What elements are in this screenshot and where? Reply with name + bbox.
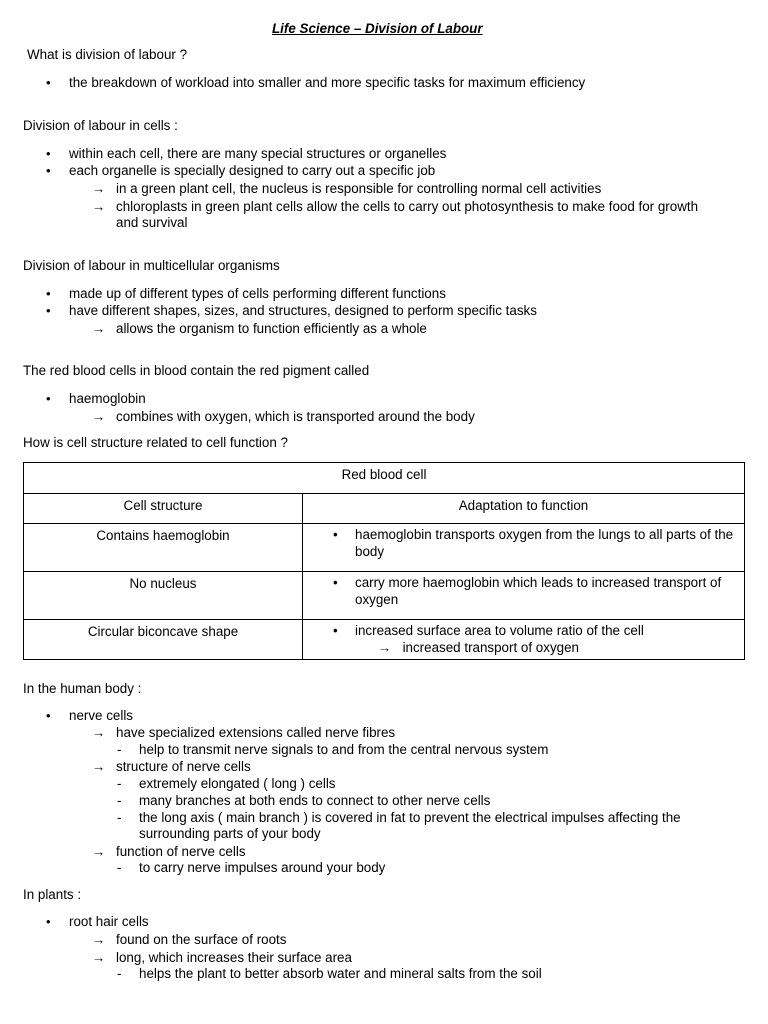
- adaptation-text: increased surface area to volume ratio of the cell: [355, 623, 644, 638]
- list-item: haemoglobin: [69, 391, 146, 406]
- table-row: [24, 572, 745, 620]
- list-item: nerve cells: [69, 708, 134, 723]
- sub-list-item: function of nerve cells: [116, 844, 246, 859]
- question-heading: What is division of labour ?: [27, 47, 188, 62]
- adaptation-arrow-line: [303, 640, 744, 659]
- dash-icon: -: [117, 810, 122, 825]
- sub-list-item: long, which increases their surface area: [116, 950, 352, 965]
- dash-icon: -: [117, 742, 122, 757]
- detail-item: many branches at both ends to connect to other nerve cells: [139, 793, 491, 808]
- bullet-icon: •: [333, 575, 338, 590]
- section-heading: In plants :: [23, 887, 82, 902]
- dash-icon: -: [117, 776, 122, 791]
- structure-cell: Contains haemoglobin: [24, 524, 303, 572]
- sub-list-item: structure of nerve cells: [116, 759, 251, 774]
- bullet-icon: •: [46, 708, 51, 723]
- adaptation-cell: [303, 524, 745, 572]
- section-heading: Division of labour in cells :: [23, 118, 178, 133]
- arrow-icon: →: [92, 759, 106, 774]
- sub-list-item: in a green plant cell, the nucleus is responsible for controlling normal cell activities: [116, 181, 602, 196]
- list-item: within each cell, there are many special structures or organelles: [69, 146, 447, 161]
- arrow-icon: →: [92, 181, 106, 196]
- list-item: made up of different types of cells performing different functions: [69, 286, 446, 301]
- bullet-icon: •: [46, 303, 51, 318]
- column-header-adaptation: Adaptation to function: [303, 494, 745, 524]
- list-item: the breakdown of workload into smaller and more specific tasks for maximum efficiency: [69, 75, 586, 90]
- detail-item: to carry nerve impulses around your body: [139, 860, 386, 875]
- bullet-icon: •: [46, 163, 51, 178]
- detail-item: helps the plant to better absorb water and mineral salts from the soil: [139, 966, 542, 981]
- arrow-icon: →: [92, 932, 106, 947]
- sub-list-item: combines with oxygen, which is transported around the body: [116, 409, 475, 424]
- bullet-icon: •: [46, 75, 51, 90]
- list-item: root hair cells: [69, 914, 149, 929]
- structure-cell: Circular biconcave shape: [24, 620, 303, 660]
- sub-list-item: found on the surface of roots: [116, 932, 287, 947]
- section-heading: Division of labour in multicellular organisms: [23, 258, 280, 273]
- bullet-icon: •: [46, 391, 51, 406]
- section-heading: The red blood cells in blood contain the red pigment called: [23, 363, 370, 378]
- arrow-icon: →: [92, 409, 106, 424]
- sub-list-item-continuation: and survival: [116, 215, 188, 230]
- page-title: Life Science – Division of Labour: [272, 21, 483, 36]
- adaptation-cell: [303, 620, 745, 660]
- bullet-icon: •: [333, 527, 338, 542]
- sub-list-item: have specialized extensions called nerve fibres: [116, 725, 396, 740]
- table-row: [24, 524, 745, 572]
- bullet-icon: •: [333, 623, 338, 638]
- adaptation-cell: [303, 572, 745, 620]
- arrow-icon: →: [92, 725, 106, 740]
- sub-list-item: chloroplasts in green plant cells allow the cells to carry out photosynthesis to make food for growth: [116, 199, 699, 214]
- list-item: have different shapes, sizes, and structures, designed to perform specific tasks: [69, 303, 537, 318]
- adaptation-arrow-text: increased transport of oxygen: [402, 639, 579, 655]
- bullet-icon: •: [46, 286, 51, 301]
- table-caption: Red blood cell: [24, 463, 745, 494]
- arrow-icon: →: [92, 321, 106, 336]
- column-header-structure: Cell structure: [24, 494, 303, 524]
- sub-list-item: allows the organism to function efficiently as a whole: [116, 321, 427, 336]
- bullet-icon: •: [46, 146, 51, 161]
- detail-item: help to transmit nerve signals to and from the central nervous system: [139, 742, 549, 757]
- arrow-icon: →: [378, 639, 392, 655]
- section-heading: How is cell structure related to cell function ?: [23, 435, 288, 450]
- detail-item-continuation: surrounding parts of your body: [139, 826, 321, 841]
- cell-structure-table: [23, 462, 745, 660]
- adaptation-text: carry more haemoglobin which leads to increased transport of oxygen: [355, 575, 722, 607]
- arrow-icon: →: [92, 844, 106, 859]
- table-row: [24, 620, 745, 660]
- section-heading: In the human body :: [23, 681, 142, 696]
- dash-icon: -: [117, 966, 122, 981]
- detail-item: the long axis ( main branch ) is covered in fat to prevent the electrical impulses affecting the: [139, 810, 681, 825]
- arrow-icon: →: [92, 199, 106, 214]
- arrow-icon: →: [92, 950, 106, 965]
- adaptation-text: haemoglobin transports oxygen from the lungs to all parts of the body: [355, 527, 734, 559]
- list-item: each organelle is specially designed to carry out a specific job: [69, 163, 436, 178]
- bullet-icon: •: [46, 914, 51, 929]
- detail-item: extremely elongated ( long ) cells: [139, 776, 336, 791]
- dash-icon: -: [117, 860, 122, 875]
- structure-cell: No nucleus: [24, 572, 303, 620]
- dash-icon: -: [117, 793, 122, 808]
